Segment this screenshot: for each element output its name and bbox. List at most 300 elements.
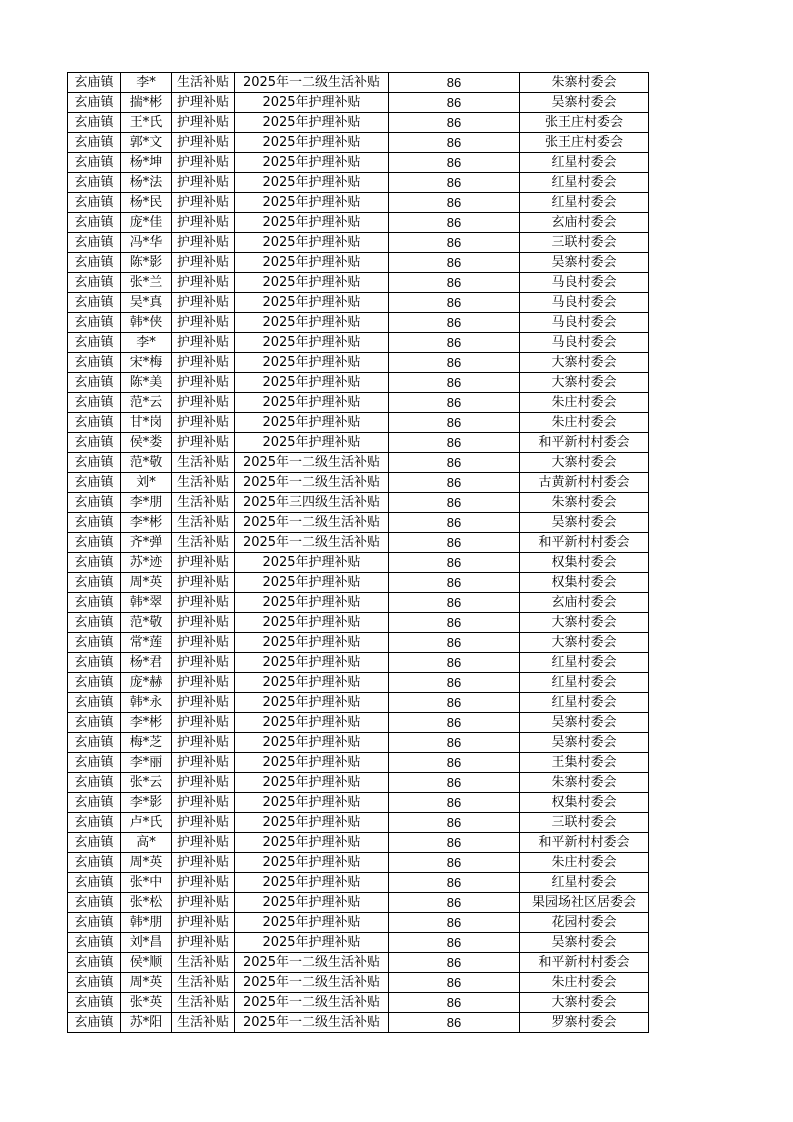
subsidy-type-cell: 护理补贴 [172, 633, 235, 653]
village-committee-cell: 三联村委会 [520, 813, 649, 833]
subsidy-item-cell: 2025年一二级生活补贴 [235, 533, 389, 553]
name-cell: 冯*华 [121, 233, 172, 253]
table-row [68, 353, 649, 373]
table-row [68, 113, 649, 133]
amount-cell: 86 [389, 273, 520, 293]
name-cell: 郭*文 [121, 133, 172, 153]
table-row [68, 93, 649, 113]
subsidy-item-cell: 2025年护理补贴 [235, 753, 389, 773]
subsidy-type-cell: 护理补贴 [172, 133, 235, 153]
amount-cell: 86 [389, 173, 520, 193]
subsidy-item-cell: 2025年护理补贴 [235, 133, 389, 153]
name-cell: 庞*赫 [121, 673, 172, 693]
name-cell: 韩*翠 [121, 593, 172, 613]
amount-cell: 86 [389, 113, 520, 133]
subsidy-type-cell: 生活补贴 [172, 493, 235, 513]
subsidy-item-cell: 2025年护理补贴 [235, 153, 389, 173]
village-committee-cell: 红星村委会 [520, 693, 649, 713]
amount-cell: 86 [389, 773, 520, 793]
town-cell: 玄庙镇 [68, 493, 121, 513]
subsidy-item-cell: 2025年一二级生活补贴 [235, 993, 389, 1013]
village-committee-cell: 红星村委会 [520, 873, 649, 893]
subsidy-type-cell: 护理补贴 [172, 353, 235, 373]
table-row [68, 193, 649, 213]
subsidy-item-cell: 2025年护理补贴 [235, 273, 389, 293]
amount-cell: 86 [389, 713, 520, 733]
subsidy-item-cell: 2025年护理补贴 [235, 193, 389, 213]
subsidy-item-cell: 2025年护理补贴 [235, 733, 389, 753]
town-cell: 玄庙镇 [68, 193, 121, 213]
table-row [68, 1013, 649, 1033]
table-row [68, 973, 649, 993]
name-cell: 吴*真 [121, 293, 172, 313]
name-cell: 杨*民 [121, 193, 172, 213]
table-row [68, 993, 649, 1013]
name-cell: 苏*阳 [121, 1013, 172, 1033]
table-row [68, 213, 649, 233]
name-cell: 宋*梅 [121, 353, 172, 373]
subsidy-item-cell: 2025年护理补贴 [235, 253, 389, 273]
amount-cell: 86 [389, 913, 520, 933]
village-committee-cell: 朱庄村委会 [520, 393, 649, 413]
table-row [68, 153, 649, 173]
subsidy-type-cell: 护理补贴 [172, 833, 235, 853]
table-row [68, 633, 649, 653]
town-cell: 玄庙镇 [68, 893, 121, 913]
town-cell: 玄庙镇 [68, 153, 121, 173]
table-row [68, 233, 649, 253]
amount-cell: 86 [389, 193, 520, 213]
amount-cell: 86 [389, 753, 520, 773]
table-row [68, 613, 649, 633]
table-row [68, 573, 649, 593]
village-committee-cell: 大寨村委会 [520, 613, 649, 633]
town-cell: 玄庙镇 [68, 133, 121, 153]
name-cell: 李* [121, 73, 172, 93]
village-committee-cell: 王集村委会 [520, 753, 649, 773]
village-committee-cell: 大寨村委会 [520, 373, 649, 393]
table-row [68, 953, 649, 973]
table-row [68, 853, 649, 873]
amount-cell: 86 [389, 73, 520, 93]
town-cell: 玄庙镇 [68, 453, 121, 473]
village-committee-cell: 红星村委会 [520, 193, 649, 213]
village-committee-cell: 和平新村村委会 [520, 433, 649, 453]
subsidy-type-cell: 生活补贴 [172, 533, 235, 553]
town-cell: 玄庙镇 [68, 553, 121, 573]
subsidy-type-cell: 护理补贴 [172, 773, 235, 793]
village-committee-cell: 果园场社区居委会 [520, 893, 649, 913]
subsidy-type-cell: 护理补贴 [172, 733, 235, 753]
subsidy-type-cell: 护理补贴 [172, 593, 235, 613]
village-committee-cell: 张王庄村委会 [520, 133, 649, 153]
town-cell: 玄庙镇 [68, 753, 121, 773]
town-cell: 玄庙镇 [68, 873, 121, 893]
amount-cell: 86 [389, 613, 520, 633]
name-cell: 王*氏 [121, 113, 172, 133]
amount-cell: 86 [389, 793, 520, 813]
subsidy-type-cell: 护理补贴 [172, 333, 235, 353]
subsidy-type-cell: 生活补贴 [172, 513, 235, 533]
amount-cell: 86 [389, 213, 520, 233]
table-row [68, 253, 649, 273]
subsidy-item-cell: 2025年护理补贴 [235, 353, 389, 373]
subsidy-type-cell: 护理补贴 [172, 873, 235, 893]
subsidy-item-cell: 2025年护理补贴 [235, 933, 389, 953]
amount-cell: 86 [389, 453, 520, 473]
town-cell: 玄庙镇 [68, 513, 121, 533]
subsidy-type-cell: 生活补贴 [172, 973, 235, 993]
name-cell: 梅*芝 [121, 733, 172, 753]
subsidy-item-cell: 2025年护理补贴 [235, 633, 389, 653]
name-cell: 李*彬 [121, 713, 172, 733]
subsidy-type-cell: 护理补贴 [172, 413, 235, 433]
subsidy-type-cell: 护理补贴 [172, 393, 235, 413]
name-cell: 张*云 [121, 773, 172, 793]
subsidy-type-cell: 护理补贴 [172, 153, 235, 173]
amount-cell: 86 [389, 993, 520, 1013]
name-cell: 张*兰 [121, 273, 172, 293]
amount-cell: 86 [389, 693, 520, 713]
village-committee-cell: 大寨村委会 [520, 993, 649, 1013]
subsidy-type-cell: 生活补贴 [172, 73, 235, 93]
name-cell: 周*英 [121, 973, 172, 993]
subsidy-type-cell: 护理补贴 [172, 313, 235, 333]
subsidy-item-cell: 2025年护理补贴 [235, 413, 389, 433]
town-cell: 玄庙镇 [68, 433, 121, 453]
name-cell: 范*敬 [121, 613, 172, 633]
village-committee-cell: 红星村委会 [520, 653, 649, 673]
name-cell: 庞*佳 [121, 213, 172, 233]
village-committee-cell: 和平新村村委会 [520, 953, 649, 973]
town-cell: 玄庙镇 [68, 793, 121, 813]
village-committee-cell: 权集村委会 [520, 793, 649, 813]
amount-cell: 86 [389, 473, 520, 493]
table-row [68, 173, 649, 193]
subsidy-item-cell: 2025年护理补贴 [235, 213, 389, 233]
table-row [68, 393, 649, 413]
subsidy-item-cell: 2025年护理补贴 [235, 893, 389, 913]
town-cell: 玄庙镇 [68, 353, 121, 373]
amount-cell: 86 [389, 833, 520, 853]
town-cell: 玄庙镇 [68, 813, 121, 833]
village-committee-cell: 三联村委会 [520, 233, 649, 253]
town-cell: 玄庙镇 [68, 473, 121, 493]
subsidy-type-cell: 护理补贴 [172, 193, 235, 213]
table-row [68, 473, 649, 493]
table-row [68, 733, 649, 753]
subsidy-type-cell: 护理补贴 [172, 693, 235, 713]
subsidy-item-cell: 2025年一二级生活补贴 [235, 953, 389, 973]
subsidy-item-cell: 2025年护理补贴 [235, 113, 389, 133]
subsidy-type-cell: 护理补贴 [172, 93, 235, 113]
village-committee-cell: 吴寨村委会 [520, 253, 649, 273]
subsidy-type-cell: 护理补贴 [172, 173, 235, 193]
table-row [68, 933, 649, 953]
subsidy-type-cell: 护理补贴 [172, 293, 235, 313]
subsidy-type-cell: 护理补贴 [172, 753, 235, 773]
amount-cell: 86 [389, 893, 520, 913]
subsidy-type-cell: 护理补贴 [172, 853, 235, 873]
name-cell: 侯*顺 [121, 953, 172, 973]
name-cell: 刘*昌 [121, 933, 172, 953]
subsidy-type-cell: 生活补贴 [172, 473, 235, 493]
subsidy-item-cell: 2025年一二级生活补贴 [235, 73, 389, 93]
village-committee-cell: 大寨村委会 [520, 633, 649, 653]
town-cell: 玄庙镇 [68, 333, 121, 353]
village-committee-cell: 马良村委会 [520, 333, 649, 353]
name-cell: 侯*娄 [121, 433, 172, 453]
name-cell: 揣*彬 [121, 93, 172, 113]
village-committee-cell: 玄庙村委会 [520, 593, 649, 613]
table-row [68, 833, 649, 853]
subsidy-type-cell: 护理补贴 [172, 373, 235, 393]
table-row [68, 373, 649, 393]
table-row [68, 533, 649, 553]
village-committee-cell: 朱寨村委会 [520, 73, 649, 93]
name-cell: 常*莲 [121, 633, 172, 653]
amount-cell: 86 [389, 1013, 520, 1033]
name-cell: 韩*永 [121, 693, 172, 713]
subsidy-item-cell: 2025年护理补贴 [235, 793, 389, 813]
name-cell: 刘* [121, 473, 172, 493]
amount-cell: 86 [389, 633, 520, 653]
town-cell: 玄庙镇 [68, 573, 121, 593]
name-cell: 周*英 [121, 853, 172, 873]
table-row [68, 493, 649, 513]
name-cell: 李*朋 [121, 493, 172, 513]
village-committee-cell: 张王庄村委会 [520, 113, 649, 133]
subsidy-item-cell: 2025年护理补贴 [235, 833, 389, 853]
subsidy-item-cell: 2025年护理补贴 [235, 553, 389, 573]
village-committee-cell: 吴寨村委会 [520, 93, 649, 113]
town-cell: 玄庙镇 [68, 953, 121, 973]
town-cell: 玄庙镇 [68, 1013, 121, 1033]
subsidy-item-cell: 2025年护理补贴 [235, 713, 389, 733]
amount-cell: 86 [389, 953, 520, 973]
table-row [68, 593, 649, 613]
table-row [68, 713, 649, 733]
town-cell: 玄庙镇 [68, 393, 121, 413]
town-cell: 玄庙镇 [68, 533, 121, 553]
town-cell: 玄庙镇 [68, 93, 121, 113]
town-cell: 玄庙镇 [68, 913, 121, 933]
village-committee-cell: 玄庙村委会 [520, 213, 649, 233]
table-row [68, 513, 649, 533]
village-committee-cell: 朱庄村委会 [520, 973, 649, 993]
table-row [68, 293, 649, 313]
amount-cell: 86 [389, 233, 520, 253]
amount-cell: 86 [389, 733, 520, 753]
town-cell: 玄庙镇 [68, 673, 121, 693]
subsidy-item-cell: 2025年护理补贴 [235, 853, 389, 873]
amount-cell: 86 [389, 873, 520, 893]
village-committee-cell: 罗寨村委会 [520, 1013, 649, 1033]
subsidy-item-cell: 2025年一二级生活补贴 [235, 473, 389, 493]
town-cell: 玄庙镇 [68, 733, 121, 753]
subsidy-item-cell: 2025年护理补贴 [235, 913, 389, 933]
table-row [68, 813, 649, 833]
table-row [68, 453, 649, 473]
subsidy-type-cell: 护理补贴 [172, 573, 235, 593]
subsidy-item-cell: 2025年护理补贴 [235, 393, 389, 413]
subsidy-type-cell: 护理补贴 [172, 913, 235, 933]
subsidy-type-cell: 生活补贴 [172, 993, 235, 1013]
name-cell: 李* [121, 333, 172, 353]
amount-cell: 86 [389, 853, 520, 873]
town-cell: 玄庙镇 [68, 173, 121, 193]
town-cell: 玄庙镇 [68, 73, 121, 93]
table-row [68, 133, 649, 153]
table-row [68, 433, 649, 453]
amount-cell: 86 [389, 973, 520, 993]
amount-cell: 86 [389, 813, 520, 833]
subsidy-type-cell: 护理补贴 [172, 813, 235, 833]
village-committee-cell: 吴寨村委会 [520, 713, 649, 733]
subsidy-item-cell: 2025年护理补贴 [235, 653, 389, 673]
village-committee-cell: 红星村委会 [520, 673, 649, 693]
table-row [68, 333, 649, 353]
subsidy-type-cell: 生活补贴 [172, 953, 235, 973]
village-committee-cell: 吴寨村委会 [520, 513, 649, 533]
table-row [68, 553, 649, 573]
table-row [68, 73, 649, 93]
town-cell: 玄庙镇 [68, 113, 121, 133]
subsidy-type-cell: 护理补贴 [172, 253, 235, 273]
amount-cell: 86 [389, 493, 520, 513]
name-cell: 范*云 [121, 393, 172, 413]
subsidy-item-cell: 2025年护理补贴 [235, 313, 389, 333]
table-row [68, 893, 649, 913]
amount-cell: 86 [389, 253, 520, 273]
name-cell: 张*英 [121, 993, 172, 1013]
village-committee-cell: 古黄新村村委会 [520, 473, 649, 493]
amount-cell: 86 [389, 373, 520, 393]
table-row [68, 693, 649, 713]
subsidy-item-cell: 2025年一二级生活补贴 [235, 513, 389, 533]
amount-cell: 86 [389, 933, 520, 953]
subsidy-item-cell: 2025年一二级生活补贴 [235, 1013, 389, 1033]
subsidy-item-cell: 2025年护理补贴 [235, 813, 389, 833]
town-cell: 玄庙镇 [68, 713, 121, 733]
amount-cell: 86 [389, 593, 520, 613]
amount-cell: 86 [389, 93, 520, 113]
town-cell: 玄庙镇 [68, 773, 121, 793]
village-committee-cell: 权集村委会 [520, 573, 649, 593]
subsidy-item-cell: 2025年护理补贴 [235, 373, 389, 393]
amount-cell: 86 [389, 653, 520, 673]
town-cell: 玄庙镇 [68, 593, 121, 613]
amount-cell: 86 [389, 673, 520, 693]
town-cell: 玄庙镇 [68, 993, 121, 1013]
name-cell: 韩*朋 [121, 913, 172, 933]
subsidy-item-cell: 2025年三四级生活补贴 [235, 493, 389, 513]
amount-cell: 86 [389, 133, 520, 153]
table-row [68, 653, 649, 673]
name-cell: 卢*氏 [121, 813, 172, 833]
town-cell: 玄庙镇 [68, 653, 121, 673]
name-cell: 陈*美 [121, 373, 172, 393]
subsidy-item-cell: 2025年护理补贴 [235, 173, 389, 193]
subsidy-type-cell: 护理补贴 [172, 673, 235, 693]
name-cell: 张*中 [121, 873, 172, 893]
subsidy-table [67, 72, 649, 1033]
table-row [68, 673, 649, 693]
town-cell: 玄庙镇 [68, 273, 121, 293]
name-cell: 李*丽 [121, 753, 172, 773]
amount-cell: 86 [389, 153, 520, 173]
subsidy-type-cell: 护理补贴 [172, 433, 235, 453]
subsidy-type-cell: 生活补贴 [172, 453, 235, 473]
village-committee-cell: 红星村委会 [520, 153, 649, 173]
village-committee-cell: 大寨村委会 [520, 453, 649, 473]
town-cell: 玄庙镇 [68, 253, 121, 273]
village-committee-cell: 权集村委会 [520, 553, 649, 573]
amount-cell: 86 [389, 533, 520, 553]
amount-cell: 86 [389, 313, 520, 333]
amount-cell: 86 [389, 393, 520, 413]
village-committee-cell: 花园村委会 [520, 913, 649, 933]
name-cell: 张*松 [121, 893, 172, 913]
subsidy-type-cell: 护理补贴 [172, 933, 235, 953]
town-cell: 玄庙镇 [68, 613, 121, 633]
subsidy-item-cell: 2025年护理补贴 [235, 293, 389, 313]
village-committee-cell: 朱寨村委会 [520, 773, 649, 793]
subsidy-item-cell: 2025年护理补贴 [235, 773, 389, 793]
table-row [68, 773, 649, 793]
subsidy-item-cell: 2025年护理补贴 [235, 573, 389, 593]
table-row [68, 873, 649, 893]
table-row [68, 913, 649, 933]
amount-cell: 86 [389, 573, 520, 593]
amount-cell: 86 [389, 413, 520, 433]
town-cell: 玄庙镇 [68, 233, 121, 253]
name-cell: 周*英 [121, 573, 172, 593]
subsidy-type-cell: 护理补贴 [172, 233, 235, 253]
village-committee-cell: 和平新村村委会 [520, 833, 649, 853]
subsidy-item-cell: 2025年护理补贴 [235, 693, 389, 713]
village-committee-cell: 马良村委会 [520, 273, 649, 293]
amount-cell: 86 [389, 513, 520, 533]
subsidy-type-cell: 护理补贴 [172, 613, 235, 633]
subsidy-type-cell: 护理补贴 [172, 553, 235, 573]
village-committee-cell: 马良村委会 [520, 293, 649, 313]
subsidy-type-cell: 护理补贴 [172, 893, 235, 913]
subsidy-item-cell: 2025年一二级生活补贴 [235, 973, 389, 993]
table-row [68, 313, 649, 333]
subsidy-item-cell: 2025年护理补贴 [235, 613, 389, 633]
subsidy-item-cell: 2025年护理补贴 [235, 233, 389, 253]
subsidy-type-cell: 护理补贴 [172, 713, 235, 733]
town-cell: 玄庙镇 [68, 933, 121, 953]
table-row [68, 793, 649, 813]
subsidy-type-cell: 护理补贴 [172, 113, 235, 133]
town-cell: 玄庙镇 [68, 853, 121, 873]
name-cell: 李*彬 [121, 513, 172, 533]
name-cell: 杨*坤 [121, 153, 172, 173]
town-cell: 玄庙镇 [68, 633, 121, 653]
town-cell: 玄庙镇 [68, 293, 121, 313]
table-body [68, 73, 649, 1033]
amount-cell: 86 [389, 433, 520, 453]
subsidy-type-cell: 护理补贴 [172, 793, 235, 813]
town-cell: 玄庙镇 [68, 973, 121, 993]
village-committee-cell: 马良村委会 [520, 313, 649, 333]
town-cell: 玄庙镇 [68, 413, 121, 433]
table-row [68, 273, 649, 293]
village-committee-cell: 和平新村村委会 [520, 533, 649, 553]
village-committee-cell: 吴寨村委会 [520, 933, 649, 953]
